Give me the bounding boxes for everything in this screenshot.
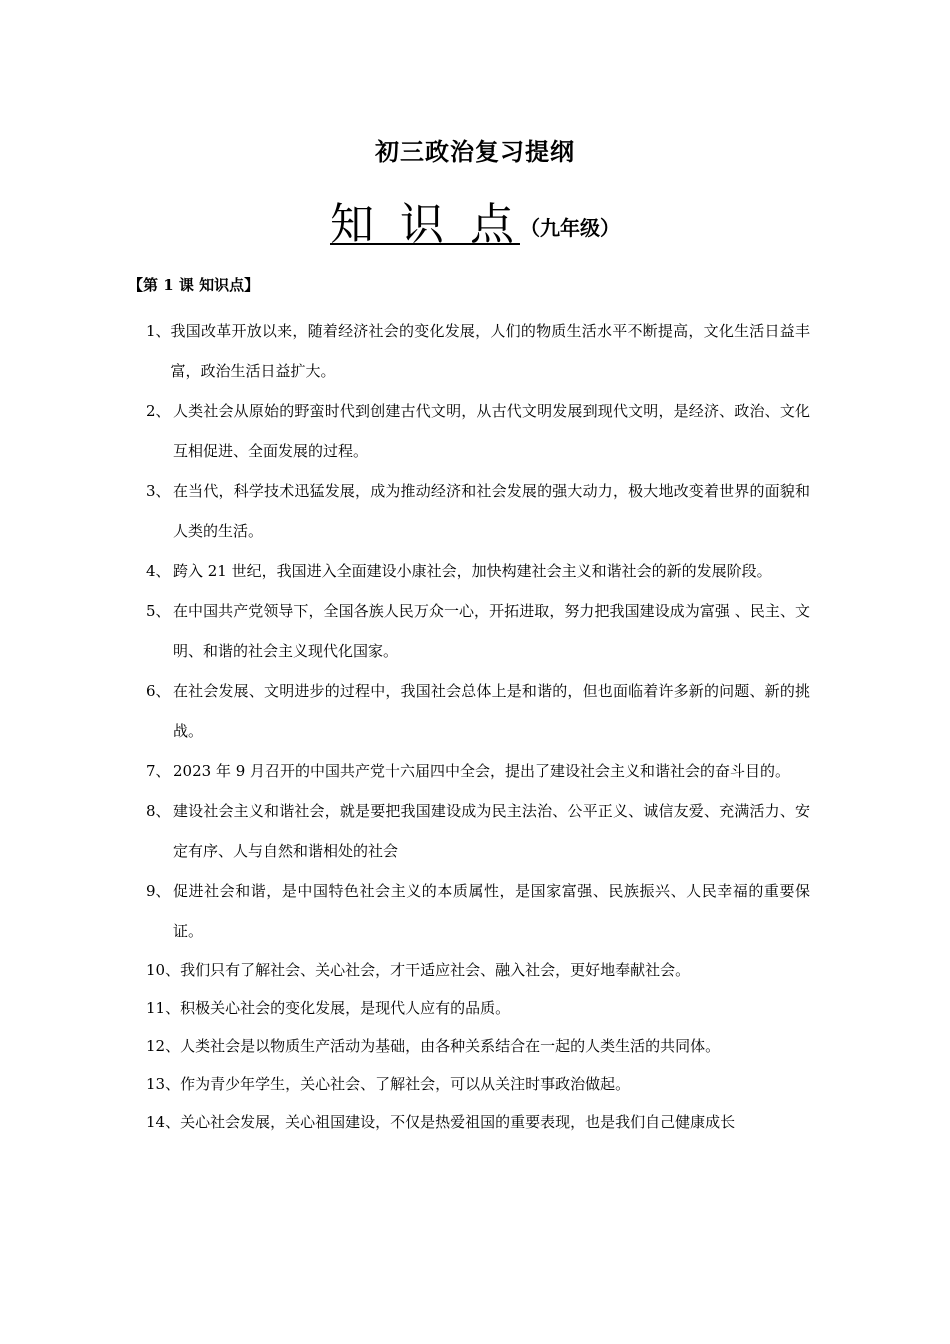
item-text: 跨入 21 世纪，我国进入全面建设小康社会，加快构建社会主义和谐社会的新的发展阶段。 xyxy=(173,562,772,580)
list-item xyxy=(146,1027,810,1065)
item-text: 关心社会发展，关心祖国建设，不仅是热爱祖国的重要表现，也是我们自己健康成长 xyxy=(180,1113,736,1131)
item-number: 4、 xyxy=(146,562,171,580)
list-item xyxy=(146,471,810,551)
item-text: 作为青少年学生，关心社会、了解社会，可以从关注时事政治做起。 xyxy=(180,1075,631,1093)
item-number: 1、 xyxy=(146,322,171,340)
item-number: 2、 xyxy=(146,402,171,420)
list-item xyxy=(146,951,810,989)
item-number: 11、 xyxy=(146,999,181,1017)
item-text: 2023 年 9 月召开的中国共产党十六届四中全会，提出了建设社会主义和谐社会的奋斗目的。 xyxy=(173,762,791,780)
list-item xyxy=(146,1065,810,1103)
item-number: 8、 xyxy=(146,802,171,820)
item-number: 7、 xyxy=(146,762,171,780)
list-item xyxy=(146,591,810,671)
item-text: 积极关心社会的变化发展，是现代人应有的品质。 xyxy=(180,999,511,1017)
item-text: 人类社会是以物质生产活动为基础，由各种关系结合在一起的人类生活的共同体。 xyxy=(180,1037,721,1055)
section-heading: 【第 1 课 知识点】 xyxy=(128,276,260,294)
item-text: 在当代，科学技术迅猛发展，成为推动经济和社会发展的强大动力，极大地改变着世界的面貌和人类的生活。 xyxy=(173,482,810,540)
list-item xyxy=(146,791,810,871)
subtitle-grade: （九年级） xyxy=(519,216,620,240)
list-item xyxy=(146,671,810,751)
list-item xyxy=(146,871,810,951)
item-number: 5、 xyxy=(146,602,171,620)
item-text: 人类社会从原始的野蛮时代到创建古代文明，从古代文明发展到现代文明，是经济、政治、文化互相促进、全面发展的过程。 xyxy=(173,402,810,460)
item-text: 促进社会和谐，是中国特色社会主义的本质属性，是国家富强、民族振兴、人民幸福的重要保证。 xyxy=(173,882,810,940)
list-item xyxy=(146,391,810,471)
item-number: 13、 xyxy=(146,1075,181,1093)
item-number: 14、 xyxy=(146,1113,181,1131)
item-number: 6、 xyxy=(146,682,171,700)
subtitle-main: 知 识 点 xyxy=(330,199,520,250)
list-item xyxy=(146,751,810,791)
document-subtitle xyxy=(0,188,950,252)
item-number: 12、 xyxy=(146,1037,181,1055)
list-item xyxy=(146,989,810,1027)
item-number: 9、 xyxy=(146,882,171,900)
item-text: 在中国共产党领导下，全国各族人民万众一心，开拓进取，努力把我国建设成为富强 、民主、文明、和谐的社会主义现代化国家。 xyxy=(173,602,810,660)
list-item xyxy=(146,311,810,391)
item-text: 建设社会主义和谐社会，就是要把我国建设成为民主法治、公平正义、诚信友爱、充满活力、安定有序、人与自然和谐相处的社会 xyxy=(173,802,810,860)
list-item xyxy=(146,1103,810,1141)
item-text: 我们只有了解社会、关心社会，才干适应社会、融入社会，更好地奉献社会。 xyxy=(180,961,691,979)
document-title: 初三政治复习提纲 xyxy=(375,137,575,166)
item-text: 在社会发展、文明进步的过程中，我国社会总体上是和谐的，但也面临着许多新的问题、新的挑战。 xyxy=(173,682,810,740)
item-number: 10、 xyxy=(146,961,181,979)
item-text: 我国改革开放以来，随着经济社会的变化发展，人们的物质生活水平不断提高，文化生活日益丰富，政治生活日益扩大。 xyxy=(170,322,810,380)
list-item xyxy=(146,551,810,591)
knowledge-point-list xyxy=(146,311,810,1141)
item-number: 3、 xyxy=(146,482,171,500)
